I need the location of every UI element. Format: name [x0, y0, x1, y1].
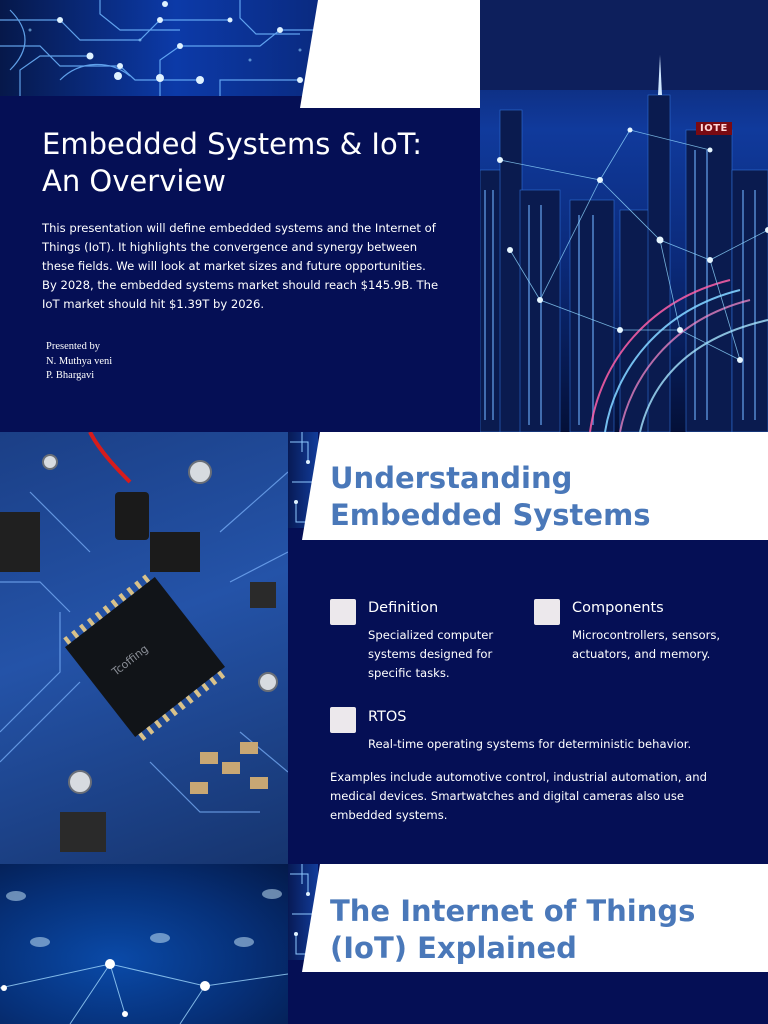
slide-embedded-systems	[0, 432, 768, 864]
title-line-2: An Overview	[42, 164, 226, 198]
examples-paragraph: Examples include automotive control, industrial automation, and medical devices. Smartwatches and digital cameras also use embedded systems.	[330, 770, 707, 822]
title-banner-shape	[300, 0, 480, 108]
feature-text-definition: Specialized computer systems designed for specific tasks.	[368, 628, 494, 680]
presenter-name: N. Muthya veni	[46, 355, 113, 367]
circuit-board-image	[0, 432, 288, 864]
circuit-brain-image	[0, 0, 320, 96]
chip-marking-text: Tcoffing	[109, 642, 151, 679]
network-nodes-image	[0, 864, 288, 1024]
definition-icon	[330, 599, 356, 625]
smart-city-image	[480, 0, 768, 432]
intro-paragraph: This presentation will define embedded systems and the Internet of Things (IoT). It highlights the convergence and synergy between these fields. We will look at market sizes and future opportunities. By 2028, the embedded systems market should reach $145.9B. The IoT market should hit $1.39T by 2026.	[42, 221, 439, 311]
slide-iot-explained	[0, 864, 768, 1024]
presenter-name: P. Bhargavi	[46, 370, 95, 381]
slide-title: The Internet of Things (IoT) Explained	[330, 894, 696, 965]
city-sign-text: IOTE	[696, 122, 732, 135]
feature-heading-rtos: RTOS	[368, 709, 407, 725]
slide-title: Understanding Embedded Systems	[330, 461, 651, 532]
presenters-block	[46, 340, 112, 384]
rtos-icon	[330, 707, 356, 733]
presented-by-label: Presented by	[46, 341, 100, 352]
title-line-1: Embedded Systems & IoT:	[42, 127, 423, 161]
feature-text-components: Microcontrollers, sensors, actuators, and memory.	[572, 628, 721, 661]
feature-heading-components: Components	[572, 600, 664, 616]
components-icon	[534, 599, 560, 625]
feature-text-rtos: Real-time operating systems for deterministic behavior.	[368, 737, 692, 751]
slide-title	[42, 126, 452, 200]
feature-heading-definition: Definition	[368, 600, 439, 616]
slide-title-overview	[0, 0, 768, 432]
